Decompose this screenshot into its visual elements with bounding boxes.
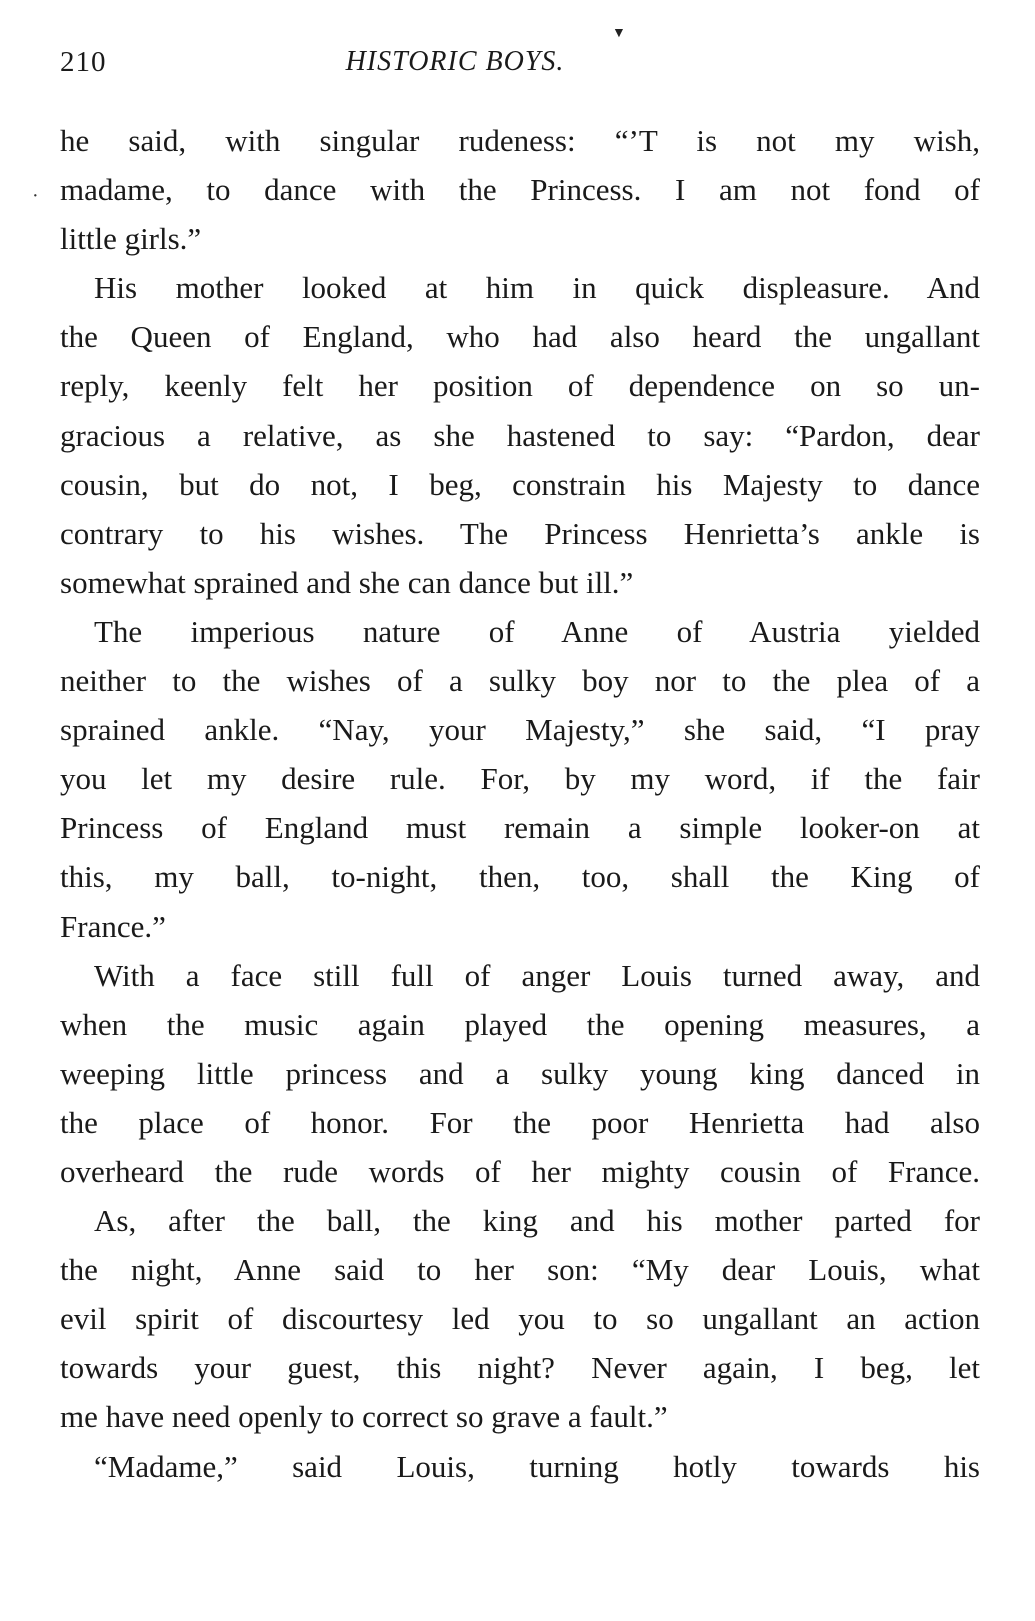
text-line: neither to the wishes of a sulky boy nor to the plea of a <box>60 663 980 699</box>
text-line: this, my ball, to-night, then, too, shall the King of <box>60 859 980 895</box>
text-line: overheard the rude words of her mighty cousin of France. <box>60 1153 980 1189</box>
text-line: evil spirit of discourtesy led you to so ungallant an action <box>60 1301 980 1337</box>
text-line: France.” <box>60 908 166 944</box>
body-text <box>60 116 980 1491</box>
text-line: cousin, but do not, I beg, constrain his Majesty to dance <box>60 466 980 502</box>
text-line: His mother looked at him in quick displeasure. And <box>94 270 980 306</box>
text-line: sprained ankle. “Nay, your Majesty,” she said, “I pray <box>60 712 980 748</box>
text-line: With a face still full of anger Louis turned away, and <box>94 957 980 993</box>
text-line: the Queen of England, who had also heard the ungallant <box>60 319 980 355</box>
text-line: somewhat sprained and she can dance but ill.” <box>60 564 634 600</box>
text-line: As, after the ball, the king and his mother parted for <box>94 1203 980 1239</box>
text-line: the place of honor. For the poor Henrietta had also <box>60 1104 980 1140</box>
page-number: 210 <box>60 46 107 78</box>
text-line: me have need openly to correct so grave a fault.” <box>60 1399 668 1435</box>
text-line: reply, keenly felt her position of dependence on so un- <box>60 368 980 404</box>
text-line: weeping little princess and a sulky young king danced in <box>60 1055 980 1091</box>
text-line: contrary to his wishes. The Princess Henrietta’s ankle is <box>60 515 980 551</box>
text-line: gracious a relative, as she hastened to say: “Pardon, dear <box>60 417 980 453</box>
text-line: towards your guest, this night? Never again, I beg, let <box>60 1350 980 1386</box>
margin-dot: · <box>32 185 39 207</box>
text-line: Princess of England must remain a simple looker-on at <box>60 810 980 846</box>
text-line: The imperious nature of Anne of Austria yielded <box>94 613 980 649</box>
text-line: when the music again played the opening measures, a <box>60 1006 980 1042</box>
text-line: “Madame,” said Louis, turning hotly towards his <box>94 1448 980 1484</box>
text-line: the night, Anne said to her son: “My dear Louis, what <box>60 1252 980 1288</box>
text-line: you let my desire rule. For, by my word, if the fair <box>60 761 980 797</box>
text-line: he said, with singular rudeness: “’T is not my wish, <box>60 123 980 158</box>
text-line: madame, to dance with the Princess. I am not fond of <box>60 172 980 208</box>
running-head <box>60 46 980 86</box>
running-title: HISTORIC BOYS. <box>345 46 565 77</box>
ornament-mark: ▼ <box>612 26 626 41</box>
text-line: little girls.” <box>60 221 202 257</box>
